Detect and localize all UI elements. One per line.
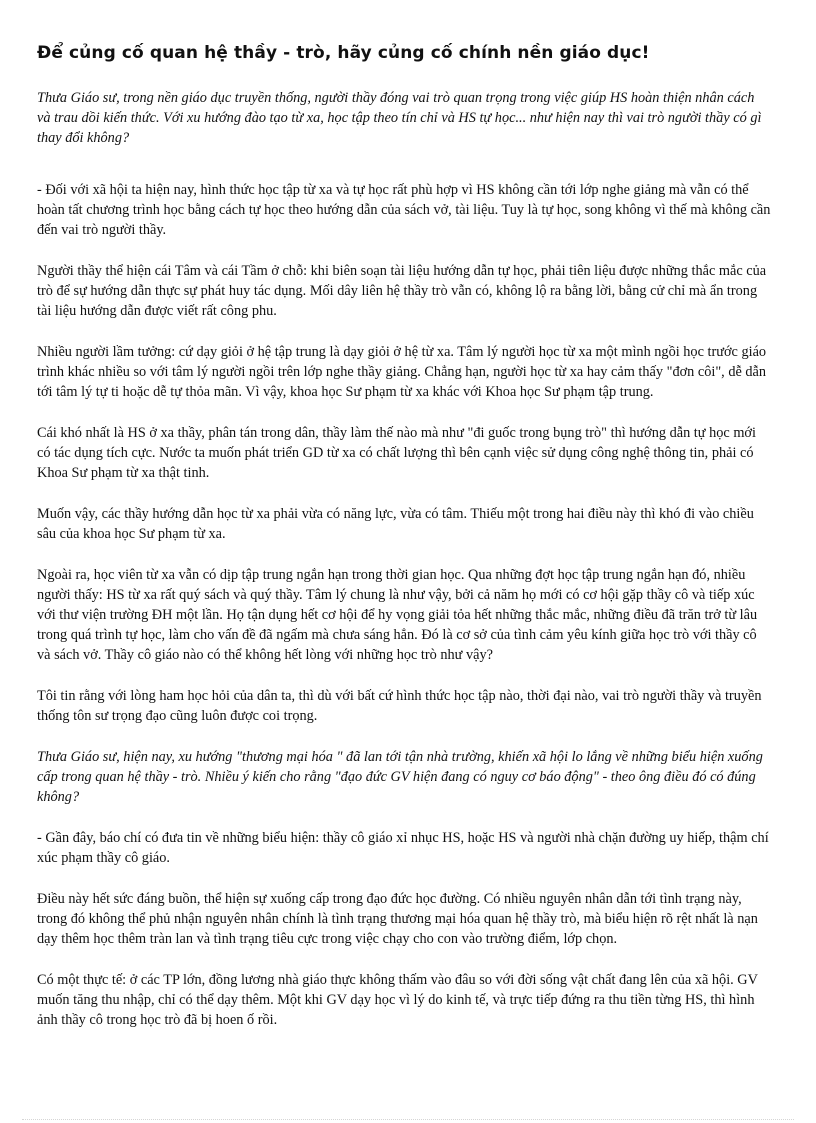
body-paragraph: - Gần đây, báo chí có đưa tin về những biểu hiện: thầy cô giáo xỉ nhục HS, hoặc HS và người nhà chặn đường uy hiếp, thậm chí xúc phạm thầy cô giáo. xyxy=(37,830,769,866)
body-paragraph: Điều này hết sức đáng buồn, thể hiện sự xuống cấp trong đạo đức học đường. Có nhiều nguyên nhân dẫn tới tình trạng này, trong đó không thể phủ nhận nguyên nhân chính là tình trạng thương mại hóa quan hệ thầy trò, mà biểu hiện rõ rệt nhất là nạn dạy thêm học thêm tràn lan và tình trạng tiêu cực trong việc chạy cho con vào trường điểm, lớp chọn. xyxy=(37,891,758,947)
body-paragraph: Muốn vậy, các thầy hướng dẫn học từ xa phải vừa có năng lực, vừa có tâm. Thiếu một trong hai điều này thì khó đi vào chiều sâu của khoa học Sư phạm từ xa. xyxy=(37,506,754,542)
body-paragraph: Nhiều người lầm tưởng: cứ dạy giỏi ở hệ tập trung là dạy giỏi ở hệ từ xa. Tâm lý người học từ xa một mình ngồi học trước giáo trình khác nhiều so với tâm lý người ngồi trên lớp nghe thầy giảng. Chẳng hạn, người học từ xa hay cảm thấy "đơn côi", dễ dẫn tới tâm lý tự ti hoặc dễ tự thỏa mãn. Vì vậy, khoa học Sư phạm từ xa khác với Khoa học Sư phạm tập trung. xyxy=(37,344,767,400)
body-paragraph: Tôi tin rằng với lòng ham học hỏi của dân ta, thì dù với bất cứ hình thức học tập nào, thời đại nào, vai trò người thầy và truyền thống tôn sư trọng đạo cũng luôn được coi trọng. xyxy=(37,688,762,724)
body-paragraph: Có một thực tế: ở các TP lớn, đồng lương nhà giáo thực không thấm vào đâu so với đời sống vật chất đang lên của xã hội. GV muốn tăng thu nhập, chỉ có thể dạy thêm. Một khi GV dạy học vì lý do kinh tế, và trực tiếp đứng ra thu tiền từng HS, thì hình ảnh thầy cô trong học trò đã bị hoen ố rồi. xyxy=(37,972,758,1028)
question-paragraph: Thưa Giáo sư, trong nền giáo dục truyền thống, người thầy đóng vai trò quan trọng trong việc giúp HS hoàn thiện nhân cách và trau dồi kiến thức. Với xu hướng đào tạo từ xa, học tập theo tín chỉ và HS tự học... như hiện nay thì vai trò người thầy có gì thay đổi không? xyxy=(37,90,762,146)
question-paragraph: Thưa Giáo sư, hiện nay, xu hướng "thương mại hóa " đã lan tới tận nhà trường, khiến xã hội lo lắng về những biểu hiện xuống cấp trong quan hệ thầy - trò. Nhiều ý kiến cho rằng "đạo đức GV hiện đang có nguy cơ báo động" - theo ông điều đó có đúng không? xyxy=(37,749,763,805)
body-paragraph: - Đối với xã hội ta hiện nay, hình thức học tập từ xa và tự học rất phù hợp vì HS không cần tới lớp nghe giảng mà vẫn có thể hoàn tất chương trình học bằng cách tự học theo hướng dẫn của sách vở, tài liệu. Tuy là tự học, song không vì thế mà không cần đến vai trò người thầy. xyxy=(37,182,771,238)
body-paragraph: Ngoài ra, học viên từ xa vẫn có dịp tập trung ngắn hạn trong thời gian học. Qua những đợt học tập trung ngắn hạn đó, nhiều người thấy: HS từ xa rất quý sách và quý thầy. Tâm lý chung là như vậy, bởi cả năm họ mới có cơ hội gặp thầy cô và tiếp xúc với thư viện trường ĐH một lần. Họ tận dụng hết cơ hội để hy vọng giải tỏa hết những thắc mắc, những điều đã trăn trở từ lâu trong quá trình tự học, làm cho vấn đề đã ngấm mà chưa sáng hẳn. Đó là cơ sở của tình cảm yêu kính giữa học trò với thầy cô và sách vở. Thầy cô giáo nào có thể không hết lòng với những học trò như vậy? xyxy=(37,567,758,663)
article-title: Để củng cố quan hệ thầy - trò, hãy củng cố chính nền giáo dục! xyxy=(37,43,650,63)
body-paragraph: Cái khó nhất là HS ở xa thầy, phân tán trong dân, thầy làm thế nào mà như "đi guốc trong bụng trò" thì hướng dẫn tự học mới có tác dụng tích cực. Nước ta muốn phát triển GD từ xa có chất lượng thì bên cạnh việc sử dụng công nghệ thông tin, phải có Khoa Sư phạm từ xa thật tinh. xyxy=(37,425,756,481)
body-paragraph: Người thầy thể hiện cái Tâm và cái Tầm ở chỗ: khi biên soạn tài liệu hướng dẫn tự học, phải tiên liệu được những thắc mắc của trò để sự hướng dẫn thực sự phát huy tác dụng. Mối dây liên hệ thầy trò vẫn có, không lộ ra bằng lời, bằng cử chỉ mà ẩn trong tài liệu hướng dẫn được viết rất công phu. xyxy=(37,263,767,319)
document-page xyxy=(37,0,771,1030)
page-bottom-divider xyxy=(22,1119,794,1120)
